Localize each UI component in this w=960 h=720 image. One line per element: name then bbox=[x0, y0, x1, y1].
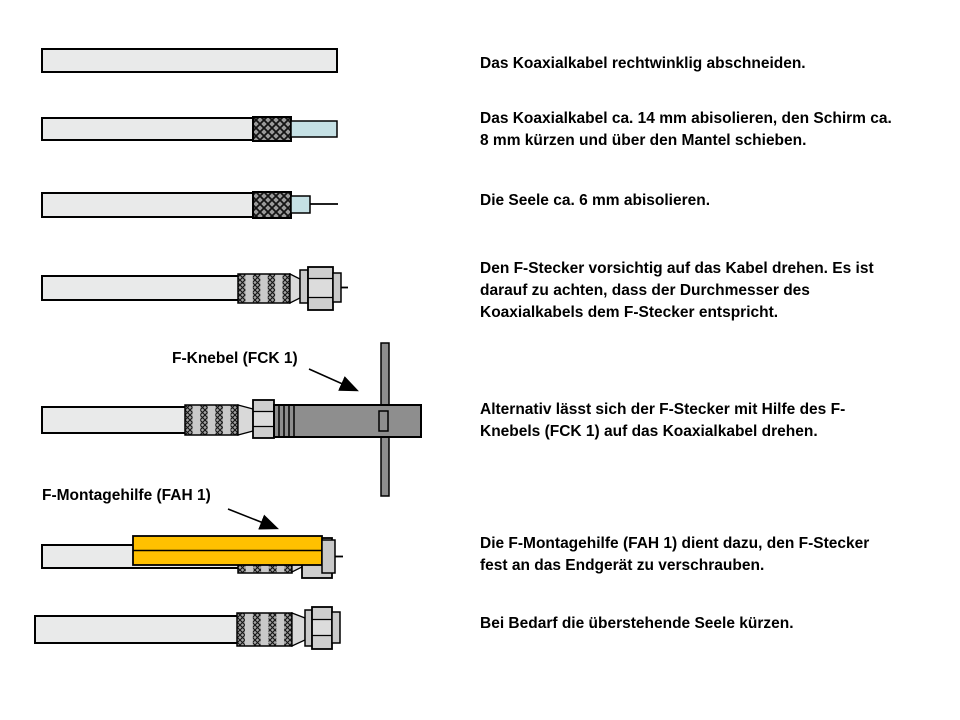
connector-taper bbox=[238, 405, 253, 435]
shield-braid bbox=[253, 192, 291, 218]
dielectric bbox=[291, 121, 337, 137]
step-4-cable-with-f-connector bbox=[42, 267, 348, 310]
step-4-text bbox=[480, 258, 874, 324]
knebel-slot bbox=[379, 411, 388, 431]
step-6-line-2: fest an das Endgerät zu verschrauben. bbox=[480, 557, 765, 574]
step-5-text bbox=[480, 399, 845, 443]
step-7-finished-connector bbox=[35, 607, 340, 649]
step-2-cable bbox=[42, 117, 337, 141]
connector-taper bbox=[292, 613, 305, 646]
connector-nut bbox=[308, 267, 333, 310]
step-2-line-1: Das Koaxialkabel ca. 14 mm abisolieren, den Schirm ca. bbox=[480, 110, 892, 127]
knebel-bar bbox=[274, 405, 421, 437]
connector-washer-front bbox=[333, 273, 341, 302]
step-4-line-3: Koaxialkabels dem F-Stecker entspricht. bbox=[480, 304, 779, 321]
step-7-text bbox=[480, 613, 794, 635]
dielectric bbox=[291, 196, 310, 213]
step-5-line-1: Alternativ lässt sich der F-Stecker mit Hilfe des F- bbox=[480, 401, 846, 418]
crimp-sleeve bbox=[237, 613, 292, 646]
step-3-line-1: Die Seele ca. 6 mm abisolieren. bbox=[480, 192, 711, 209]
knebel-callout-arrow bbox=[309, 369, 356, 390]
step-2-text bbox=[480, 108, 892, 152]
step-1-line-1: Das Koaxialkabel rechtwinklig abschneiden. bbox=[480, 55, 806, 72]
crimp-sleeve bbox=[238, 274, 290, 303]
cable-jacket bbox=[42, 49, 337, 72]
shield-braid bbox=[253, 117, 291, 141]
step-7-line-1: Bei Bedarf die überstehende Seele kürzen. bbox=[480, 615, 794, 632]
connector-washer-front bbox=[322, 540, 335, 573]
cable-jacket bbox=[42, 276, 240, 300]
step-3-text bbox=[480, 190, 710, 212]
cable-jacket bbox=[42, 118, 254, 140]
step-3-cable bbox=[42, 192, 338, 218]
step-4-line-1: Den F-Stecker vorsichtig auf das Kabel drehen. Es ist bbox=[480, 260, 874, 277]
connector-washer-front bbox=[332, 612, 340, 643]
cable-jacket bbox=[35, 616, 239, 643]
montagehilfe-callout-arrow bbox=[228, 509, 276, 528]
connector-nut bbox=[253, 400, 274, 438]
step-6-cable-with-montagehilfe bbox=[42, 509, 343, 578]
step-2-line-2: 8 mm kürzen und über den Mantel schieben. bbox=[480, 132, 807, 149]
crimp-sleeve bbox=[185, 405, 238, 435]
step-1-text bbox=[480, 53, 806, 75]
step-6-line-1: Die F-Montagehilfe (FAH 1) dient dazu, den F-Stecker bbox=[480, 535, 870, 552]
step-4-line-2: darauf zu achten, dass der Durchmesser des bbox=[480, 282, 810, 299]
montagehilfe-bar bbox=[133, 536, 322, 565]
cable-jacket bbox=[42, 193, 254, 217]
connector-washer bbox=[300, 270, 308, 303]
connector-nut bbox=[312, 607, 332, 649]
connector-washer bbox=[305, 610, 312, 646]
step-5-line-2: Knebels (FCK 1) auf das Koaxialkabel drehen. bbox=[480, 423, 818, 440]
step-1-cable bbox=[42, 49, 337, 72]
step-6-text bbox=[480, 533, 869, 577]
knebel-callout-label: F-Knebel (FCK 1) bbox=[172, 350, 298, 367]
connector-taper bbox=[290, 274, 300, 303]
cable-jacket bbox=[42, 407, 187, 433]
montagehilfe-callout-label: F-Montagehilfe (FAH 1) bbox=[42, 487, 211, 504]
